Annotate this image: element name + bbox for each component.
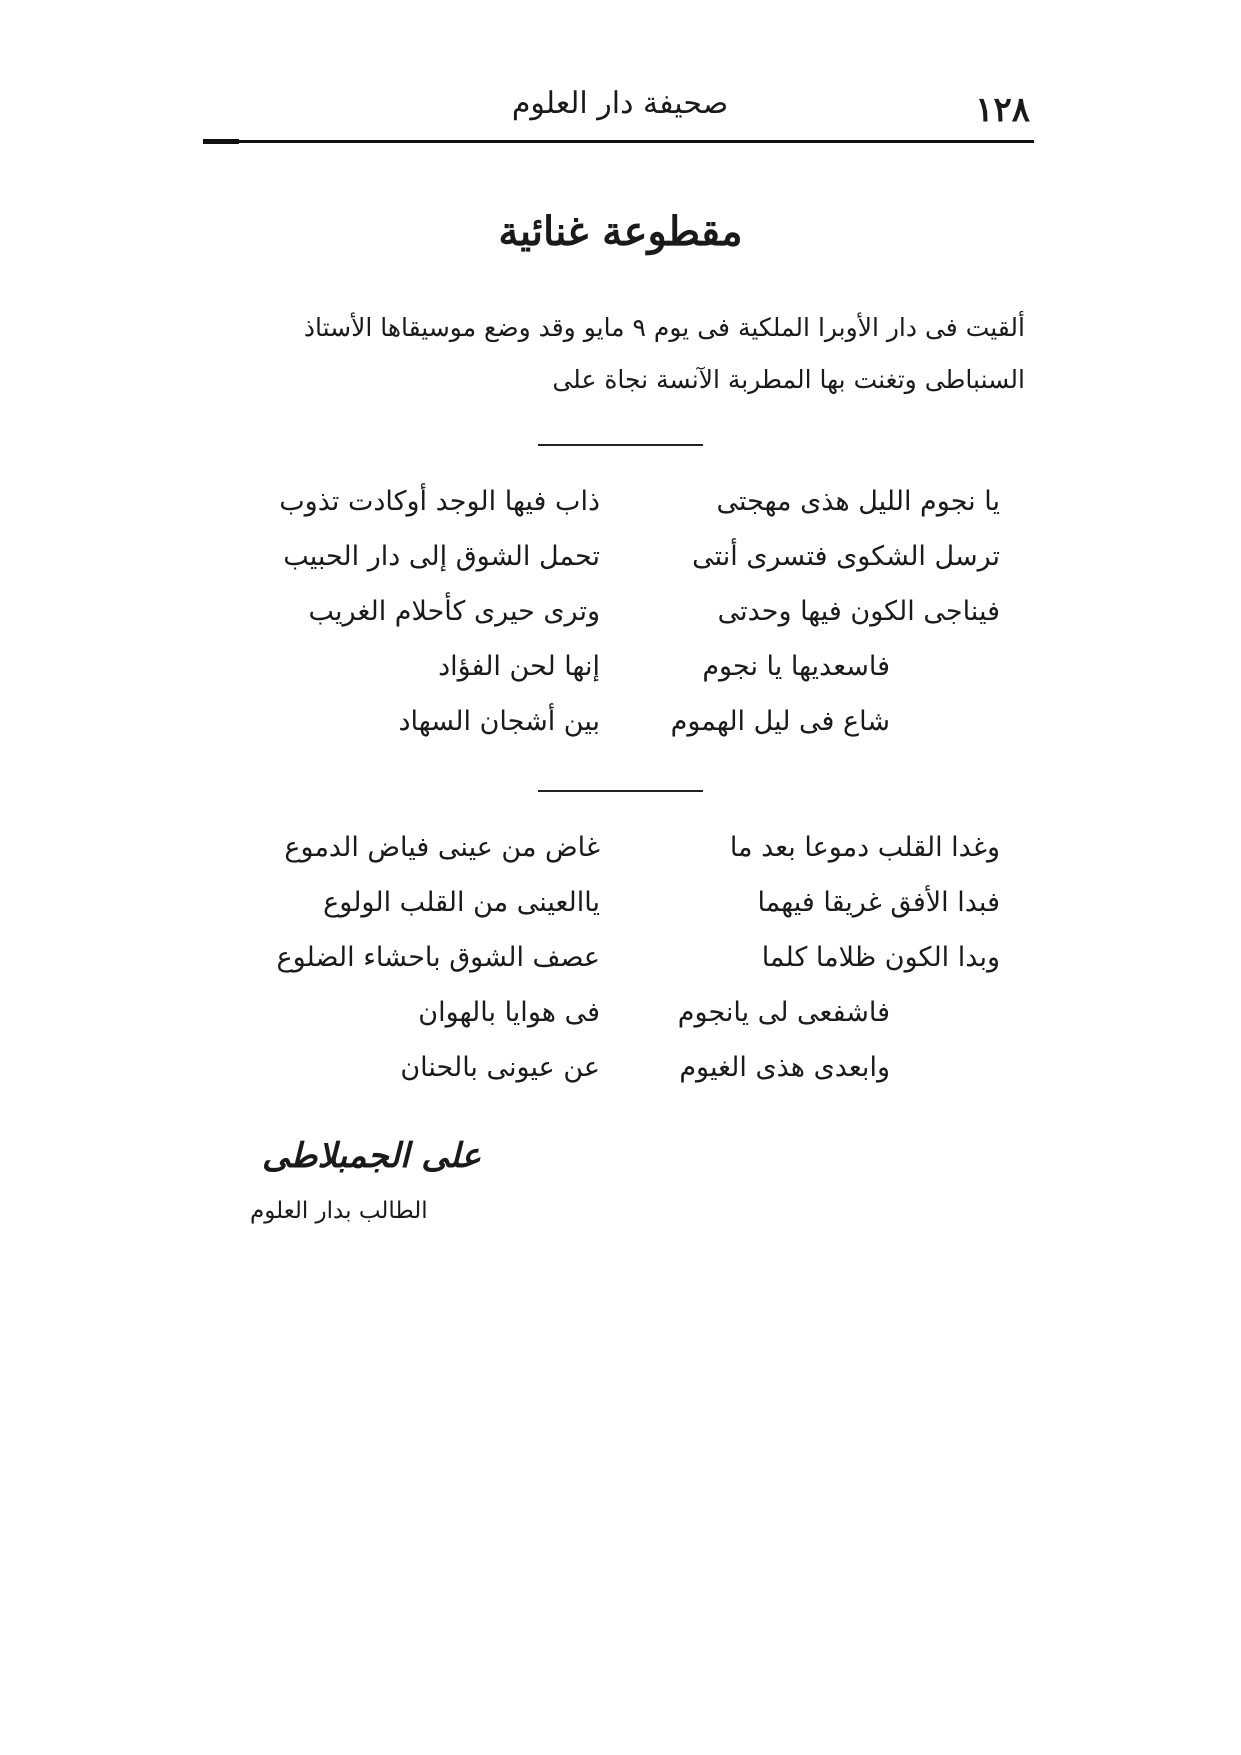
verse-second-half: إنها لحن الفؤاد (438, 651, 600, 682)
verse (240, 541, 1000, 596)
verse-second-half: ياالعينى من القلب الولوع (323, 887, 600, 918)
page-number: ١٢٨ (975, 90, 1030, 130)
verse (240, 651, 1000, 706)
poem-title: مقطوعة غنائية (498, 208, 743, 255)
verse-second-half: تحمل الشوق إلى دار الحبيب (283, 541, 600, 572)
verse-first-half: شاع فى ليل الهموم (670, 706, 890, 737)
verse (240, 706, 1000, 761)
verse (240, 942, 1000, 997)
stanza-2 (240, 832, 1000, 1107)
verse-first-half: ترسل الشكوى فتسرى أنتى (692, 541, 1000, 572)
verse-first-half: فاسعديها يا نجوم (702, 651, 890, 682)
verse-first-half: وبدا الكون ظلاما كلما (761, 942, 1000, 973)
author-signature: على الجمبلاطى (262, 1136, 482, 1176)
verse (240, 596, 1000, 651)
verse (240, 832, 1000, 887)
verse-first-half: فاشفعى لى يانجوم (677, 997, 890, 1028)
header-rule (203, 140, 1034, 143)
verse-first-half: فيناجى الكون فيها وحدتى (717, 596, 1000, 627)
intro-line-1: ألقيت فى دار الأوبرا الملكية فى يوم ٩ مايو وقد وضع موسيقاها الأستاذ (303, 313, 1025, 342)
header-rule-end (203, 139, 239, 144)
running-head (210, 86, 1030, 136)
verse-second-half: وترى حيرى كأحلام الغريب (308, 596, 600, 627)
verse-first-half: يا نجوم الليل هذى مهجتى (716, 486, 1000, 517)
verse (240, 887, 1000, 942)
journal-title: صحيفة دار العلوم (511, 86, 729, 121)
verse-second-half: فى هوايا بالهوان (418, 997, 600, 1028)
verse-second-half: عن عيونى بالحنان (400, 1052, 600, 1083)
author-affiliation: الطالب بدار العلوم (250, 1198, 428, 1224)
verse (240, 997, 1000, 1052)
verse (240, 486, 1000, 541)
section-divider-2 (538, 790, 703, 792)
verse-first-half: وغدا القلب دموعا بعد ما (729, 832, 1000, 863)
verse-second-half: غاض من عينى فياض الدموع (284, 832, 600, 863)
verse-second-half: بين أشجان السهاد (398, 706, 600, 737)
verse-second-half: ذاب فيها الوجد أوكادت تذوب (279, 486, 600, 517)
section-divider-1 (538, 444, 703, 446)
verse-first-half: فبدا الأفق غريقا فيهما (757, 887, 1000, 918)
verse-second-half: عصف الشوق باحشاء الضلوع (276, 942, 600, 973)
intro-line-2: السنباطى وتغنت بها المطربة الآنسة نجاة على (552, 365, 1025, 394)
verse (240, 1052, 1000, 1107)
stanza-1 (240, 486, 1000, 761)
verse-first-half: وابعدى هذى الغيوم (679, 1052, 890, 1083)
intro-paragraph (205, 302, 1025, 406)
